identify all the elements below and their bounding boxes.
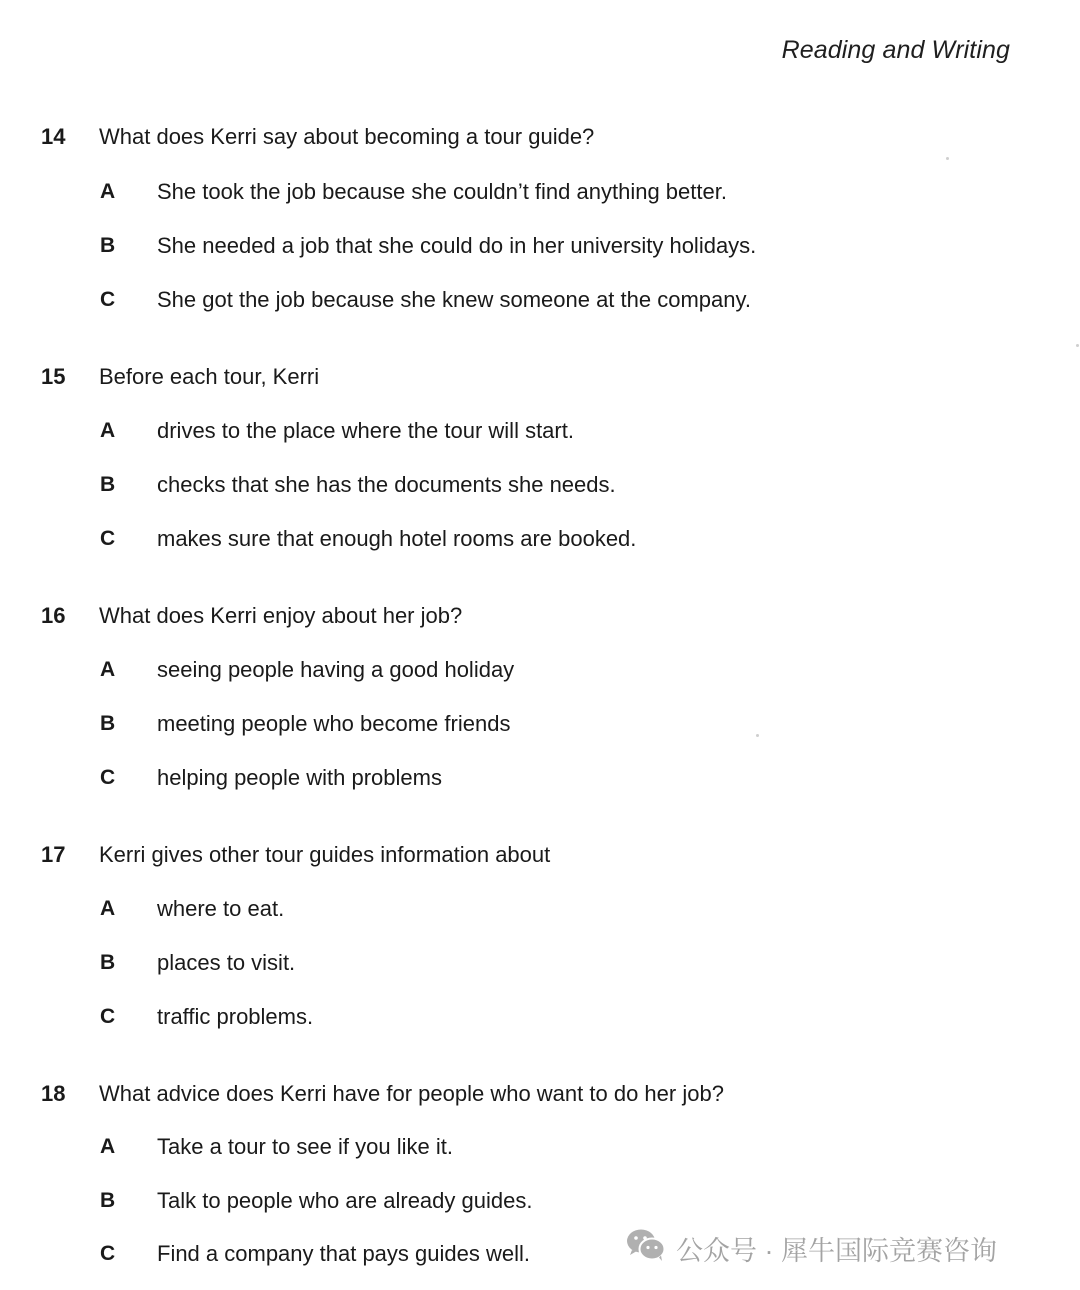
option-letter: C xyxy=(100,1005,116,1028)
option-letter: B xyxy=(100,234,116,257)
option-text: She got the job because she knew someone at the company. xyxy=(157,287,751,312)
option-text: She needed a job that she could do in her university holidays. xyxy=(157,233,757,258)
option-text: meeting people who become friends xyxy=(157,711,511,736)
question-16 xyxy=(0,601,1080,811)
question-14 xyxy=(0,122,1080,332)
option-text: where to eat. xyxy=(157,896,285,921)
watermark xyxy=(626,1228,997,1268)
question-17 xyxy=(0,840,1080,1050)
option-letter: B xyxy=(100,951,116,974)
question-text: Before each tour, Kerri xyxy=(99,364,320,389)
option-text: Take a tour to see if you like it. xyxy=(157,1134,453,1159)
option-letter: B xyxy=(100,1189,116,1212)
option-letter: C xyxy=(100,527,116,550)
scan-speck xyxy=(1076,344,1079,347)
option-c xyxy=(0,1002,900,1032)
option-c xyxy=(0,285,900,315)
option-letter: A xyxy=(100,419,116,442)
question-text: What does Kerri say about becoming a tour guide? xyxy=(99,124,595,149)
watermark-text: 公众号 · 犀牛国际竞赛咨询 xyxy=(676,1235,997,1266)
option-b xyxy=(0,1186,900,1216)
question-number: 15 xyxy=(41,364,66,389)
option-letter: A xyxy=(100,658,116,681)
question-text: Kerri gives other tour guides information about xyxy=(99,842,551,867)
scan-speck xyxy=(756,734,759,737)
question-text: What advice does Kerri have for people who want to do her job? xyxy=(99,1081,724,1106)
option-letter: C xyxy=(100,288,116,311)
option-text: traffic problems. xyxy=(157,1004,314,1029)
question-15 xyxy=(0,362,1080,572)
option-a xyxy=(0,894,900,924)
option-b xyxy=(0,231,900,261)
wechat-icon xyxy=(626,1228,676,1269)
question-number: 17 xyxy=(41,842,66,867)
option-text: Talk to people who are already guides. xyxy=(157,1188,533,1213)
option-letter: A xyxy=(100,897,116,920)
question-number: 16 xyxy=(41,603,66,628)
option-text: helping people with problems xyxy=(157,765,442,790)
question-number: 18 xyxy=(41,1081,66,1106)
option-text: Find a company that pays guides well. xyxy=(157,1241,530,1266)
option-b xyxy=(0,470,900,500)
option-c xyxy=(0,763,900,793)
option-text: places to visit. xyxy=(157,950,296,975)
option-text: makes sure that enough hotel rooms are booked. xyxy=(157,526,637,551)
option-c xyxy=(0,524,900,554)
option-a xyxy=(0,177,900,207)
option-b xyxy=(0,948,900,978)
option-text: drives to the place where the tour will start. xyxy=(157,418,574,443)
question-text: What does Kerri enjoy about her job? xyxy=(99,603,463,628)
option-letter: C xyxy=(100,1242,116,1265)
option-a xyxy=(0,655,900,685)
option-letter: B xyxy=(100,473,116,496)
question-number: 14 xyxy=(41,124,66,149)
option-a xyxy=(0,416,900,446)
option-text: checks that she has the documents she needs. xyxy=(157,472,616,497)
option-text: seeing people having a good holiday xyxy=(157,657,515,682)
option-a xyxy=(0,1132,900,1162)
scan-speck xyxy=(946,157,949,160)
option-letter: C xyxy=(100,766,116,789)
option-b xyxy=(0,709,900,739)
page-header-title: Reading and Writing xyxy=(781,36,1010,64)
option-letter: A xyxy=(100,1135,116,1158)
option-letter: A xyxy=(100,180,116,203)
option-text: She took the job because she couldn’t find anything better. xyxy=(157,179,727,204)
option-letter: B xyxy=(100,712,116,735)
